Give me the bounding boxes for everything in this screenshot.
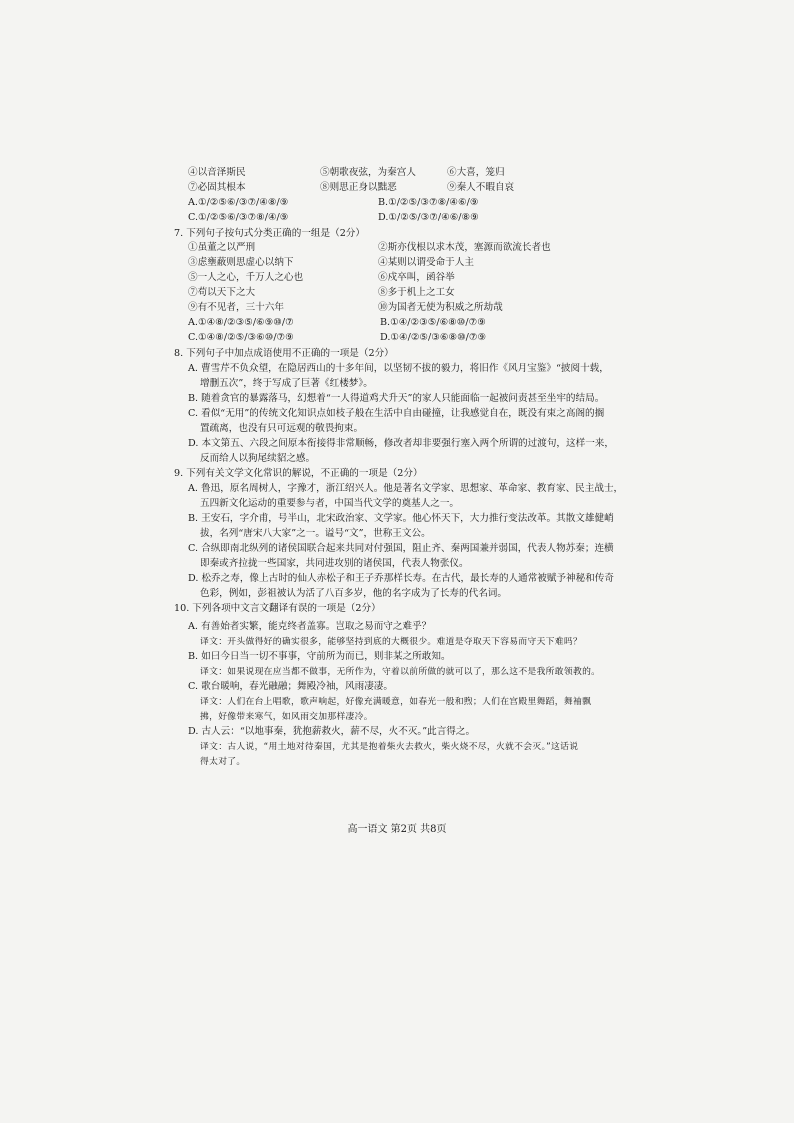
q10-option-b-translation: 译文：如果说现在应当都不做事，无所作为，守着以前所做的就可以了，那么这不是我所敢领教的。 xyxy=(200,667,601,677)
q10-option-b: B. 如曰今日当一切不事事，守前所为而已，则非某之所敢知。 xyxy=(188,651,451,662)
q8-option-c-cont: 置疏离，也没有只可远观的敬畏拘束。 xyxy=(200,423,364,434)
q9-option-c-cont: 即秦或齐拉拢一些国家，共同进攻别的诸侯国，代表人物张仪。 xyxy=(200,558,469,569)
q6-option-d: D.①/②⑤/③⑦/④⑥/⑧⑨ xyxy=(378,212,479,223)
q6-item-5: ⑤朝歌夜弦，为秦宫人 xyxy=(320,167,416,178)
q7-option-a: A.①④⑧/②③⑤/⑥⑨⑩/⑦ xyxy=(188,317,294,328)
q7-item: ⑦苟以天下之大 xyxy=(188,287,256,298)
q9-stem: 9. 下列有关文学文化常识的解说，不正确的一项是（2分） xyxy=(174,468,423,479)
q9-option-a-cont: 五四新文化运动的重要参与者，中国当代文学的奠基人之一。 xyxy=(200,498,460,509)
q6-option-b: B.①/②⑤/③⑦⑧/④⑥/⑨ xyxy=(378,197,479,208)
q9-option-b: B. 王安石，字介甫，号半山，北宋政治家、文学家。他心怀天下，大力推行变法改革。其散文雄健峭 xyxy=(188,513,614,524)
q7-option-d: D.①④/②⑤/③⑥⑧⑩/⑦⑨ xyxy=(380,332,487,343)
q6-item-8: ⑧则思正身以黜恶 xyxy=(320,182,397,193)
q7-stem: 7. 下列句子按句式分类正确的一组是（2分） xyxy=(174,228,365,239)
q7-option-b: B.①④/②③⑤/⑥⑧⑩/⑦⑨ xyxy=(380,317,486,328)
q10-option-a: A. 有善始者实繁，能克终者盖寡。岂取之易而守之难乎？ xyxy=(188,621,432,632)
q8-option-d: D. 本文第五、六段之间原本衔接得非常顺畅，修改者却非要强行塞入两个所谓的过渡句，这样一来， xyxy=(188,438,614,449)
q7-item: ⑨有不见者，三十六年 xyxy=(188,302,284,313)
q6-item-9: ⑨秦人不暇自哀 xyxy=(447,182,515,193)
page-footer: 高一语文 第2页 共8页 xyxy=(347,824,447,835)
q9-option-c: C. 合纵即南北纵列的诸侯国联合起来共同对付强国，阻止齐、秦两国兼并弱国，代表人物苏秦；连横 xyxy=(188,543,614,554)
q6-item-4: ④以音泽斯民 xyxy=(188,167,246,178)
q10-option-a-translation: 译文：开头做得好的确实很多，能够坚持到底的大概很少。难道是夺取天下容易而守天下难吗？ xyxy=(200,637,583,647)
q10-option-d-translation: 译文：古人说，“用土地对待秦国，尤其是抱着柴火去救火，柴火烧不尽，火就不会灭。”这话说 xyxy=(200,742,579,752)
q8-option-b: B. 随着贪官的暴露落马，幻想着“一人得道鸡犬升天”的家人只能面临一起被问责甚至坐牢的结局。 xyxy=(188,393,605,404)
q10-option-c-translation-cont: 拂，好像带来寒气，如风雨交加那样凄冷。 xyxy=(200,712,373,722)
q8-option-c: C. 看似“无用”的传统文化知识点如枝子般在生活中自由碰撞，让我感觉自在，既没有束之高阁的搁 xyxy=(188,408,605,419)
q7-item: ⑥戍卒叫，函谷举 xyxy=(378,272,455,283)
q7-item: ⑤一人之心，千万人之心也 xyxy=(188,272,304,283)
q7-item: ②斯亦伐根以求木茂，塞源而欲流长者也 xyxy=(378,242,551,253)
q7-item: ⑧多于机上之工女 xyxy=(378,287,455,298)
q6-option-c: C.①/②⑤⑥/③⑦⑧/④/⑨ xyxy=(188,212,289,223)
q8-stem: 8. 下列句子中加点成语使用不正确的一项是（2分） xyxy=(174,348,394,359)
q6-item-7: ⑦必固其根本 xyxy=(188,182,246,193)
q8-option-a-cont: 增删五次”，终于写成了巨著《红楼梦》。 xyxy=(200,378,373,389)
q9-option-b-cont: 拔，名列“唐宋八大家”之一。谥号“文”，世称王文公。 xyxy=(200,528,431,539)
q9-option-a: A. 鲁迅，原名周树人，字豫才，浙江绍兴人。他是著名文学家、思想家、革命家、教育家、民主战士， xyxy=(188,483,624,494)
q10-stem: 10. 下列各项中文言文翻译有误的一项是（2分） xyxy=(174,603,381,614)
q7-item: ①虽董之以严刑 xyxy=(188,242,256,253)
q10-option-d: D. 古人云：“以地事秦，犹抱薪救火，薪不尽，火不灭。”此言得之。 xyxy=(188,726,476,737)
q10-option-c-translation: 译文：人们在台上唱歌，歌声响起，好像充满暖意，如春光一般和煦；人们在宫殿里舞蹈，舞袖飘 xyxy=(200,697,592,707)
q9-option-d: D. 松乔之寿，像上古时的仙人赤松子和王子乔那样长寿。在古代，最长寿的人通常被赋予神秘和传奇 xyxy=(188,573,614,584)
q6-item-6: ⑥大喜，笼归 xyxy=(447,167,505,178)
q8-option-a: A. 曹雪芹不负众望，在隐居西山的十多年间，以坚韧不拔的毅力，将旧作《风月宝鉴》“披阅十载， xyxy=(188,363,609,374)
q7-item: ⑩为国者无使为积威之所劫哉 xyxy=(378,302,503,313)
q10-option-c: C. 歌台暖响，春光融融；舞殿冷袖，风雨凄凄。 xyxy=(188,681,393,692)
q10-option-d-translation-cont: 得太对了。 xyxy=(200,757,246,767)
q8-option-d-cont: 反而给人以狗尾续貂之感。 xyxy=(200,453,316,464)
q6-option-a: A.①/②⑤⑥/③⑦/④⑧/⑨ xyxy=(188,197,289,208)
q7-option-c: C.①④⑧/②⑤/③⑥⑩/⑦⑨ xyxy=(188,332,294,343)
q9-option-d-cont: 色彩，例如，彭祖被认为活了八百多岁，他的名字成为了长寿的代名词。 xyxy=(200,588,507,599)
q7-item: ③虑壅蔽则思虚心以纳下 xyxy=(188,257,294,268)
q7-item: ④某则以谓受命于人主 xyxy=(378,257,474,268)
